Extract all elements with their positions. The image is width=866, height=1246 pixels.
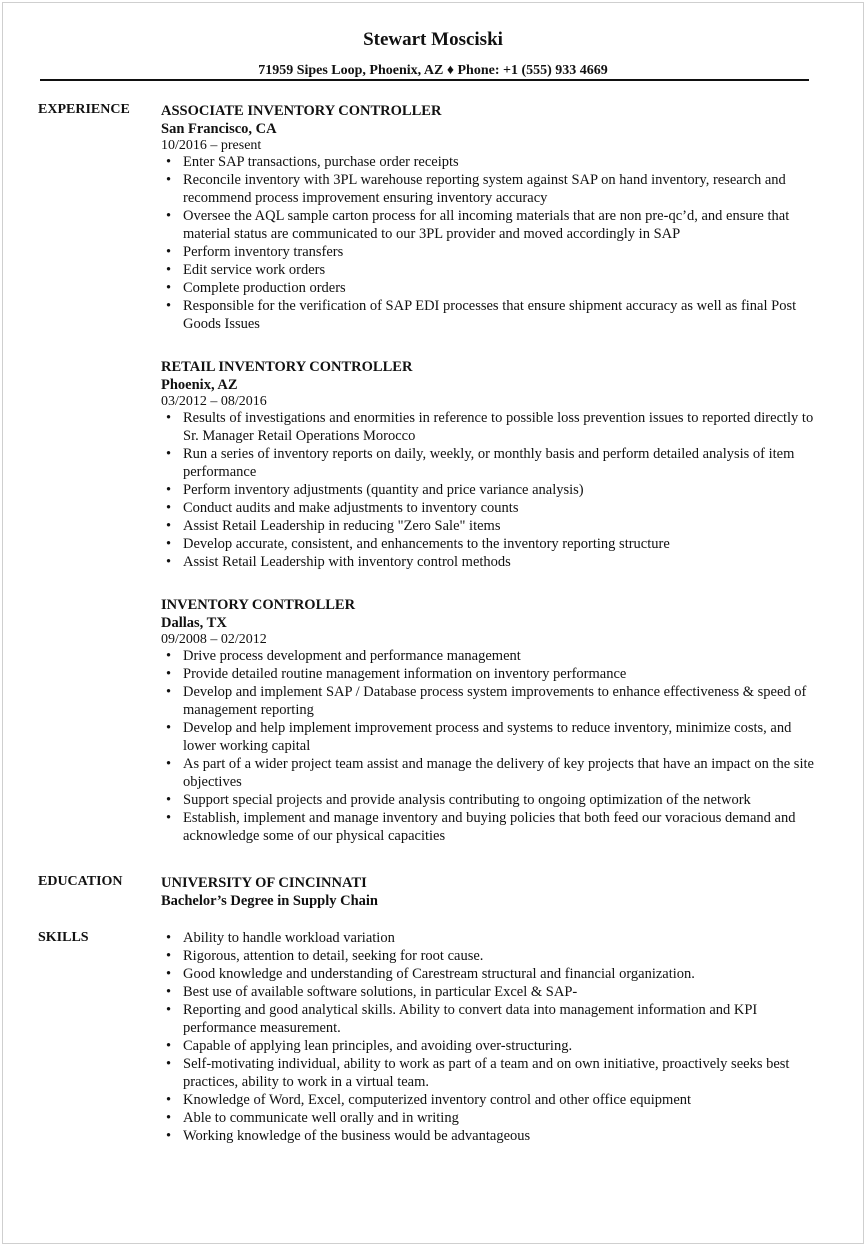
list-item: • Able to communicate well orally and in writing xyxy=(161,1109,821,1127)
header-divider xyxy=(40,79,809,81)
job-entry xyxy=(161,358,821,571)
list-item: • Edit service work orders xyxy=(161,261,821,279)
candidate-name: Stewart Mosciski xyxy=(363,29,503,50)
list-item: • Ability to handle workload variation xyxy=(161,929,821,947)
section-label-education: EDUCATION xyxy=(38,874,123,889)
skills-entry xyxy=(161,929,821,1145)
section-label-experience: EXPERIENCE xyxy=(38,102,130,117)
job-bullets xyxy=(161,153,821,333)
list-item: • Enter SAP transactions, purchase order receipts xyxy=(161,153,821,171)
list-item: • Oversee the AQL sample carton process for all incoming materials that are non pre-qc’d, and ensure that material status are communicated to our 3PL provider and moved accordingly in SAP xyxy=(161,207,821,243)
list-item: • Knowledge of Word, Excel, computerized inventory control and other office equipment xyxy=(161,1091,821,1109)
list-item: • Complete production orders xyxy=(161,279,821,297)
list-item: • Perform inventory adjustments (quantity and price variance analysis) xyxy=(161,481,821,499)
job-entry xyxy=(161,102,821,333)
list-item: • Develop accurate, consistent, and enhancements to the inventory reporting structure xyxy=(161,535,821,553)
job-location: Phoenix, AZ xyxy=(161,377,238,393)
list-item: • Develop and help implement improvement process and systems to reduce inventory, minimize costs, and lower working capital xyxy=(161,719,821,755)
job-bullets xyxy=(161,647,821,845)
degree: Bachelor’s Degree in Supply Chain xyxy=(161,893,378,909)
list-item: • Good knowledge and understanding of Carestream structural and financial organization. xyxy=(161,965,821,983)
education-entry xyxy=(161,874,821,910)
list-item: • Perform inventory transfers xyxy=(161,243,821,261)
school-name: UNIVERSITY OF CINCINNATI xyxy=(161,875,367,891)
list-item: • Reconcile inventory with 3PL warehouse reporting system against SAP on hand inventory, research and recommend process improvement ensuring inventory accuracy xyxy=(161,171,821,207)
list-item: • Assist Retail Leadership in reducing "Zero Sale" items xyxy=(161,517,821,535)
list-item: • Develop and implement SAP / Database process system improvements to enhance effectiveness & speed of management reporting xyxy=(161,683,821,719)
job-dates: 03/2012 – 08/2016 xyxy=(161,394,267,409)
job-location: San Francisco, CA xyxy=(161,121,277,137)
list-item: • Self-motivating individual, ability to work as part of a team and on own initiative, proactively seeks best practices, ability to work in a virtual team. xyxy=(161,1055,821,1091)
list-item: • As part of a wider project team assist and manage the delivery of key projects that have an impact on the site objectives xyxy=(161,755,821,791)
job-title: RETAIL INVENTORY CONTROLLER xyxy=(161,359,413,375)
job-title: INVENTORY CONTROLLER xyxy=(161,597,356,613)
job-bullets xyxy=(161,409,821,571)
job-title: ASSOCIATE INVENTORY CONTROLLER xyxy=(161,103,442,119)
list-item: • Assist Retail Leadership with inventory control methods xyxy=(161,553,821,571)
section-label-skills: SKILLS xyxy=(38,930,89,945)
list-item: • Results of investigations and enormities in reference to possible loss prevention issues to reported directly to Sr. Manager Retail Operations Morocco xyxy=(161,409,821,445)
skills-list xyxy=(161,929,821,1145)
list-item: • Working knowledge of the business would be advantageous xyxy=(161,1127,821,1145)
list-item: • Rigorous, attention to detail, seeking for root cause. xyxy=(161,947,821,965)
job-entry xyxy=(161,596,821,845)
list-item: • Run a series of inventory reports on daily, weekly, or monthly basis and perform detailed analysis of item performance xyxy=(161,445,821,481)
list-item: • Responsible for the verification of SAP EDI processes that ensure shipment accuracy as well as final Post Goods Issues xyxy=(161,297,821,333)
contact-line: 71959 Sipes Loop, Phoenix, AZ ♦ Phone: +1 (555) 933 4669 xyxy=(258,63,608,78)
job-dates: 10/2016 – present xyxy=(161,138,262,153)
job-dates: 09/2008 – 02/2012 xyxy=(161,632,267,647)
list-item: • Drive process development and performance management xyxy=(161,647,821,665)
list-item: • Support special projects and provide analysis contributing to ongoing optimization of the network xyxy=(161,791,821,809)
list-item: • Provide detailed routine management information on inventory performance xyxy=(161,665,821,683)
list-item: • Reporting and good analytical skills. Ability to convert data into management information and KPI performance measurement. xyxy=(161,1001,821,1037)
list-item: • Best use of available software solutions, in particular Excel & SAP- xyxy=(161,983,821,1001)
list-item: • Capable of applying lean principles, and avoiding over-structuring. xyxy=(161,1037,821,1055)
list-item: • Establish, implement and manage inventory and buying policies that both feed our voracious demand and acknowledge some of our physical capacities xyxy=(161,809,821,845)
job-location: Dallas, TX xyxy=(161,615,227,631)
list-item: • Conduct audits and make adjustments to inventory counts xyxy=(161,499,821,517)
